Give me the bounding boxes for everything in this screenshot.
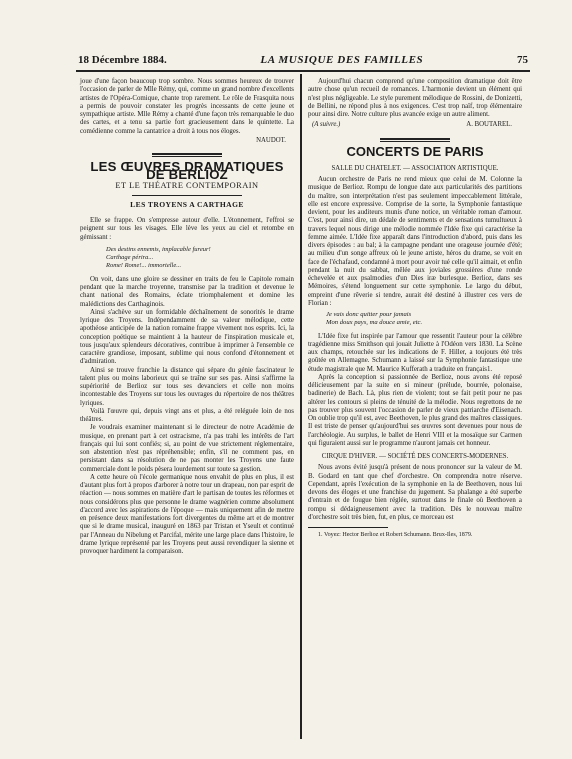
- right-intro-paragraph: Aujourd'hui chacun comprend qu'une composition dramatique doit être autre chose qu'un recueil de romances. L'harmonie devient un élément qui n'est plus négligeable. Le style purement mélodique de Rossini, de Donizetti, de Bellini, ne répond plus à nos exigences. C'est trop naïf, trop élémentaire pour ainsi dire. Notre culture plus avancée exige un autre aliment.: [308, 78, 522, 118]
- right-column: [308, 78, 522, 539]
- column-divider: [300, 74, 302, 739]
- florian-verse: [308, 311, 522, 328]
- left-intro-signature: NAUDOT.: [256, 136, 286, 144]
- section-title-troyens: LES TROYENS A CARTHAGE: [130, 199, 244, 209]
- verse-line: Je vais donc quitter pour jamais: [326, 311, 412, 318]
- footnote: 1. Voyez: Hector Berlioz et Robert Schumann. Brux-Iles, 1879.: [318, 532, 473, 538]
- right-paragraph-3: Après la conception si passionnée de Berlioz, nous avons été reposé délicieusement par la suite en si mineur (prélude, bourrée, polonaise, badinerie) de Bach. Là, plus rien de violent; tout se fait petit pour ne pas altérer les contours si pleins de ténuité de la mélodie. Nous regrettons de ne pas trouver plus souvent l'occasion de parler de vieux patriarche d'Eisenach. On oublie trop qu'il est, avec Beethoven, le plus grand des maîtres classiques. Il est triste de penser qu'aujourd'hui ses œuvres sont devenues pour nous de l'archéologie. Au surplus, le ballet de Henri VIII et la mosaïque sur Carmen qui figuraient aussi sur le programme n'auront jamais cet honneur.: [308, 373, 522, 447]
- right-signature: A. BOUTAREL.: [466, 121, 512, 129]
- right-paragraph-4: Nous avons évité jusqu'à présent de nous prononcer sur la valeur de M. B. Godard en tant que chef d'orchestre. On comprendra notre réserve. Cependant, après l'exécution de la symphonie en la de Beethoven, nous lui devons des éloges et une franchise du jugement. Sa phalange a été superbe d'entrain et de fougue bien réglée, surtout dans le finale où Beethoven a rompu si dédaigneusement avec la tradition. Dès le nouveau maître d'orchestre soit très bien, fut, en plus, ce morceau est: [308, 464, 522, 521]
- footnote-rule: [308, 527, 388, 528]
- left-column: [80, 78, 294, 556]
- cirque-heading: CIRQUE D'HIVER. — SOCIÉTÉ DES CONCERTS-MODERNES.: [321, 453, 509, 460]
- left-paragraph-2: On voit, dans une gloire se dessiner en traits de feu le Capitole romain pendant que la marche troyenne, transmise par la tradition et devenue le chant national des Romains, éclate triomphalement et domine les malédictions des Carthaginois.: [80, 275, 294, 308]
- left-intro-paragraph: joue d'une façon beaucoup trop sombre. Nous sommes heureux de trouver l'occasion de parler de Mlle Rémy, qui, comme un grand nombre d'excellents artistes de l'Opéra-Comique, chante trop rarement. Le rôle de Frasquita nous a permis de pouvoir constater les progrès incessants de cette jeune et sympathique artiste. Mlle Rémy a chanté d'une façon très remarquable le duo des cartes, et a tenu sa partie fort gracieusement dans le quintette. La comédienne comme la cantatrice a droit à tous nos éloges.: [80, 78, 294, 135]
- right-signature-row: [308, 121, 522, 129]
- chatelet-heading: SALLE DU CHATELET. — ASSOCIATION ARTISTIQUE.: [331, 164, 499, 172]
- article-title: LES ŒUVRES DRAMATIQUES DE BERLIOZ: [90, 159, 284, 183]
- page-number: 75: [517, 54, 528, 66]
- left-paragraph-6: Je voudrais examiner maintenant si le directeur de notre Académie de musique, en prenant part à cet ostracisme, n'a pas trahi les intérêts de l'art français qui lui sont confiés; si, au point de vue strictement réglementaire, son abstention n'est pas répréhensible; enfin, s'il ne comment pas, en persistant dans sa résolution de ne pas monter les Troyens une faute commerciale dont le poids pèsera lourdement sur toute sa gestion.: [80, 424, 294, 473]
- header-title: LA MUSIQUE DES FAMILLES: [260, 54, 424, 66]
- left-paragraph-1: Elle se frappe. On s'empresse autour d'elle. L'étonnement, l'effroi se peignent sur tous les visages. Elle lève les yeux au ciel et retombe en gémissant :: [80, 217, 294, 241]
- verse-line: Des destins ennemis, implacable fureur!: [106, 245, 211, 253]
- article-subtitle: ET LE THÉATRE CONTEMPORAIN: [115, 180, 259, 190]
- left-paragraph-3: Ainsi s'achève sur un formidable déchaînement de sonorités le drame lyrique des Troyens. Indépendamment de sa valeur mélodique, cette apothéose anticipée de la nation romaine frappe vivement nos esprits. Ici, la conception poétique se maintient à la hauteur de l'inspiration musicale et, tous jusqu'aux splendeurs décoratives, contribue à imprimer à l'ensemble ce caractère grandiose, imposant, sublime qui nous confond d'étonnement et d'admiration.: [80, 308, 294, 366]
- page-header: [78, 54, 528, 68]
- left-paragraph-5: Voilà l'œuvre qui, depuis vingt ans et plus, a été reléguée loin de nos théâtres.: [80, 407, 294, 423]
- section-separator: [80, 153, 294, 155]
- verse-line: Rome! Rome!... immortelle...: [106, 261, 182, 269]
- right-paragraph-1: Aucun orchestre de Paris ne rend mieux que celui de M. Colonne la musique de Berlioz. Rompu de longue date aux particularités des partitions du maître, son interprétation n'est pas seulement impeccablement littérale, elle est encore expressive. Comprise de la sorte, la Symphonie fantastique devient, pour les auditeurs munis d'une notice, un véritable roman d'amour. C'est, pour ainsi dire, un dédale de sentiments et de sensations tumultueux à travers lequel nous dirige une mélodie nommée l'Idée fixe qui caractérise la femme aimée. L'Idée fixe apparaît dans l'introduction d'abord, puis dans les divers épisodes : au bal; à la campagne pendant une orageuse journée d'été; au milieu d'un songe affreux où le jeune artiste, héros du drame, se voit en face de l'échafaud, condamné à mort pour avoir tué celle qu'il aimait, et enfin pendant la nuit du sabbat, mêlée aux joviales grossières d'une ronde échevelée et aux psalmodies d'un Dies iræ burlesque. Berlioz, dans ses Mémoires, s'étend longuement sur cette symphonie. Le largo du début, empreint d'une rêverie si tendre, aurait été destiné à illustrer ces vers de Florian :: [308, 176, 522, 307]
- left-paragraph-4: Ainsi se trouve franchie la distance qui sépare du génie fascinateur le talent plus ou moins laborieux qui se traîne sur ses pas. Ainsi s'affirme la supériorité de Berlioz sur tous ses devanciers et celle non moins incontestable des Troyens sur tous les ouvrages du répertoire de nos théâtres lyriques.: [80, 366, 294, 407]
- verse-quote: [80, 246, 294, 270]
- concerts-title: CONCERTS DE PARIS: [346, 143, 484, 159]
- left-paragraph-7: A cette heure où l'école germanique nous envahit de plus en plus, il est d'autant plus fort à propos d'arborer à notre tour un drapeau, non par esprit de réaction — nous sommes en matière d'art le partisan de toutes les réformes et nous considérons plus que personne le drame wagnérien comme absolument d'accord avec les aspirations de l'époque — mais uniquement afin de mettre en présence deux manifestations fort divergentes du même art et de montrer que si le drame musical, inauguré en 1863 par Tristan et Yseult et continué par l'Anneau du Nibelung et Parcifal, mérite une large place dans l'histoire, le drame lyrique représenté par les Troyens peut aussi revendiquer la sienne et provoquer hardiment la comparaison.: [80, 473, 294, 555]
- header-date: 18 Décembre 1884.: [78, 54, 167, 66]
- to-follow-label: (A suivre.): [312, 121, 341, 129]
- section-separator: [308, 138, 522, 140]
- right-paragraph-2: L'Idée fixe fut inspirée par l'amour que ressentit l'auteur pour la célèbre tragédienne miss Smithson qui jouait Juliette à l'Odéon vers 1830. La Scène aux champs, retouchée sur les indications de F. Hiller, a toujours été très goûtée en Allemagne. Schumann a laissé sur la Symphonie fantastique une étude magistrale que M. Maurice Kufferath a traduite en français1.: [308, 332, 522, 373]
- subtitle-rule: [132, 195, 242, 196]
- header-rule: [76, 70, 530, 72]
- verse-line: Carthage périra...: [106, 253, 154, 261]
- verse-line: Mon doux pays, ma douce amie, etc.: [326, 319, 423, 327]
